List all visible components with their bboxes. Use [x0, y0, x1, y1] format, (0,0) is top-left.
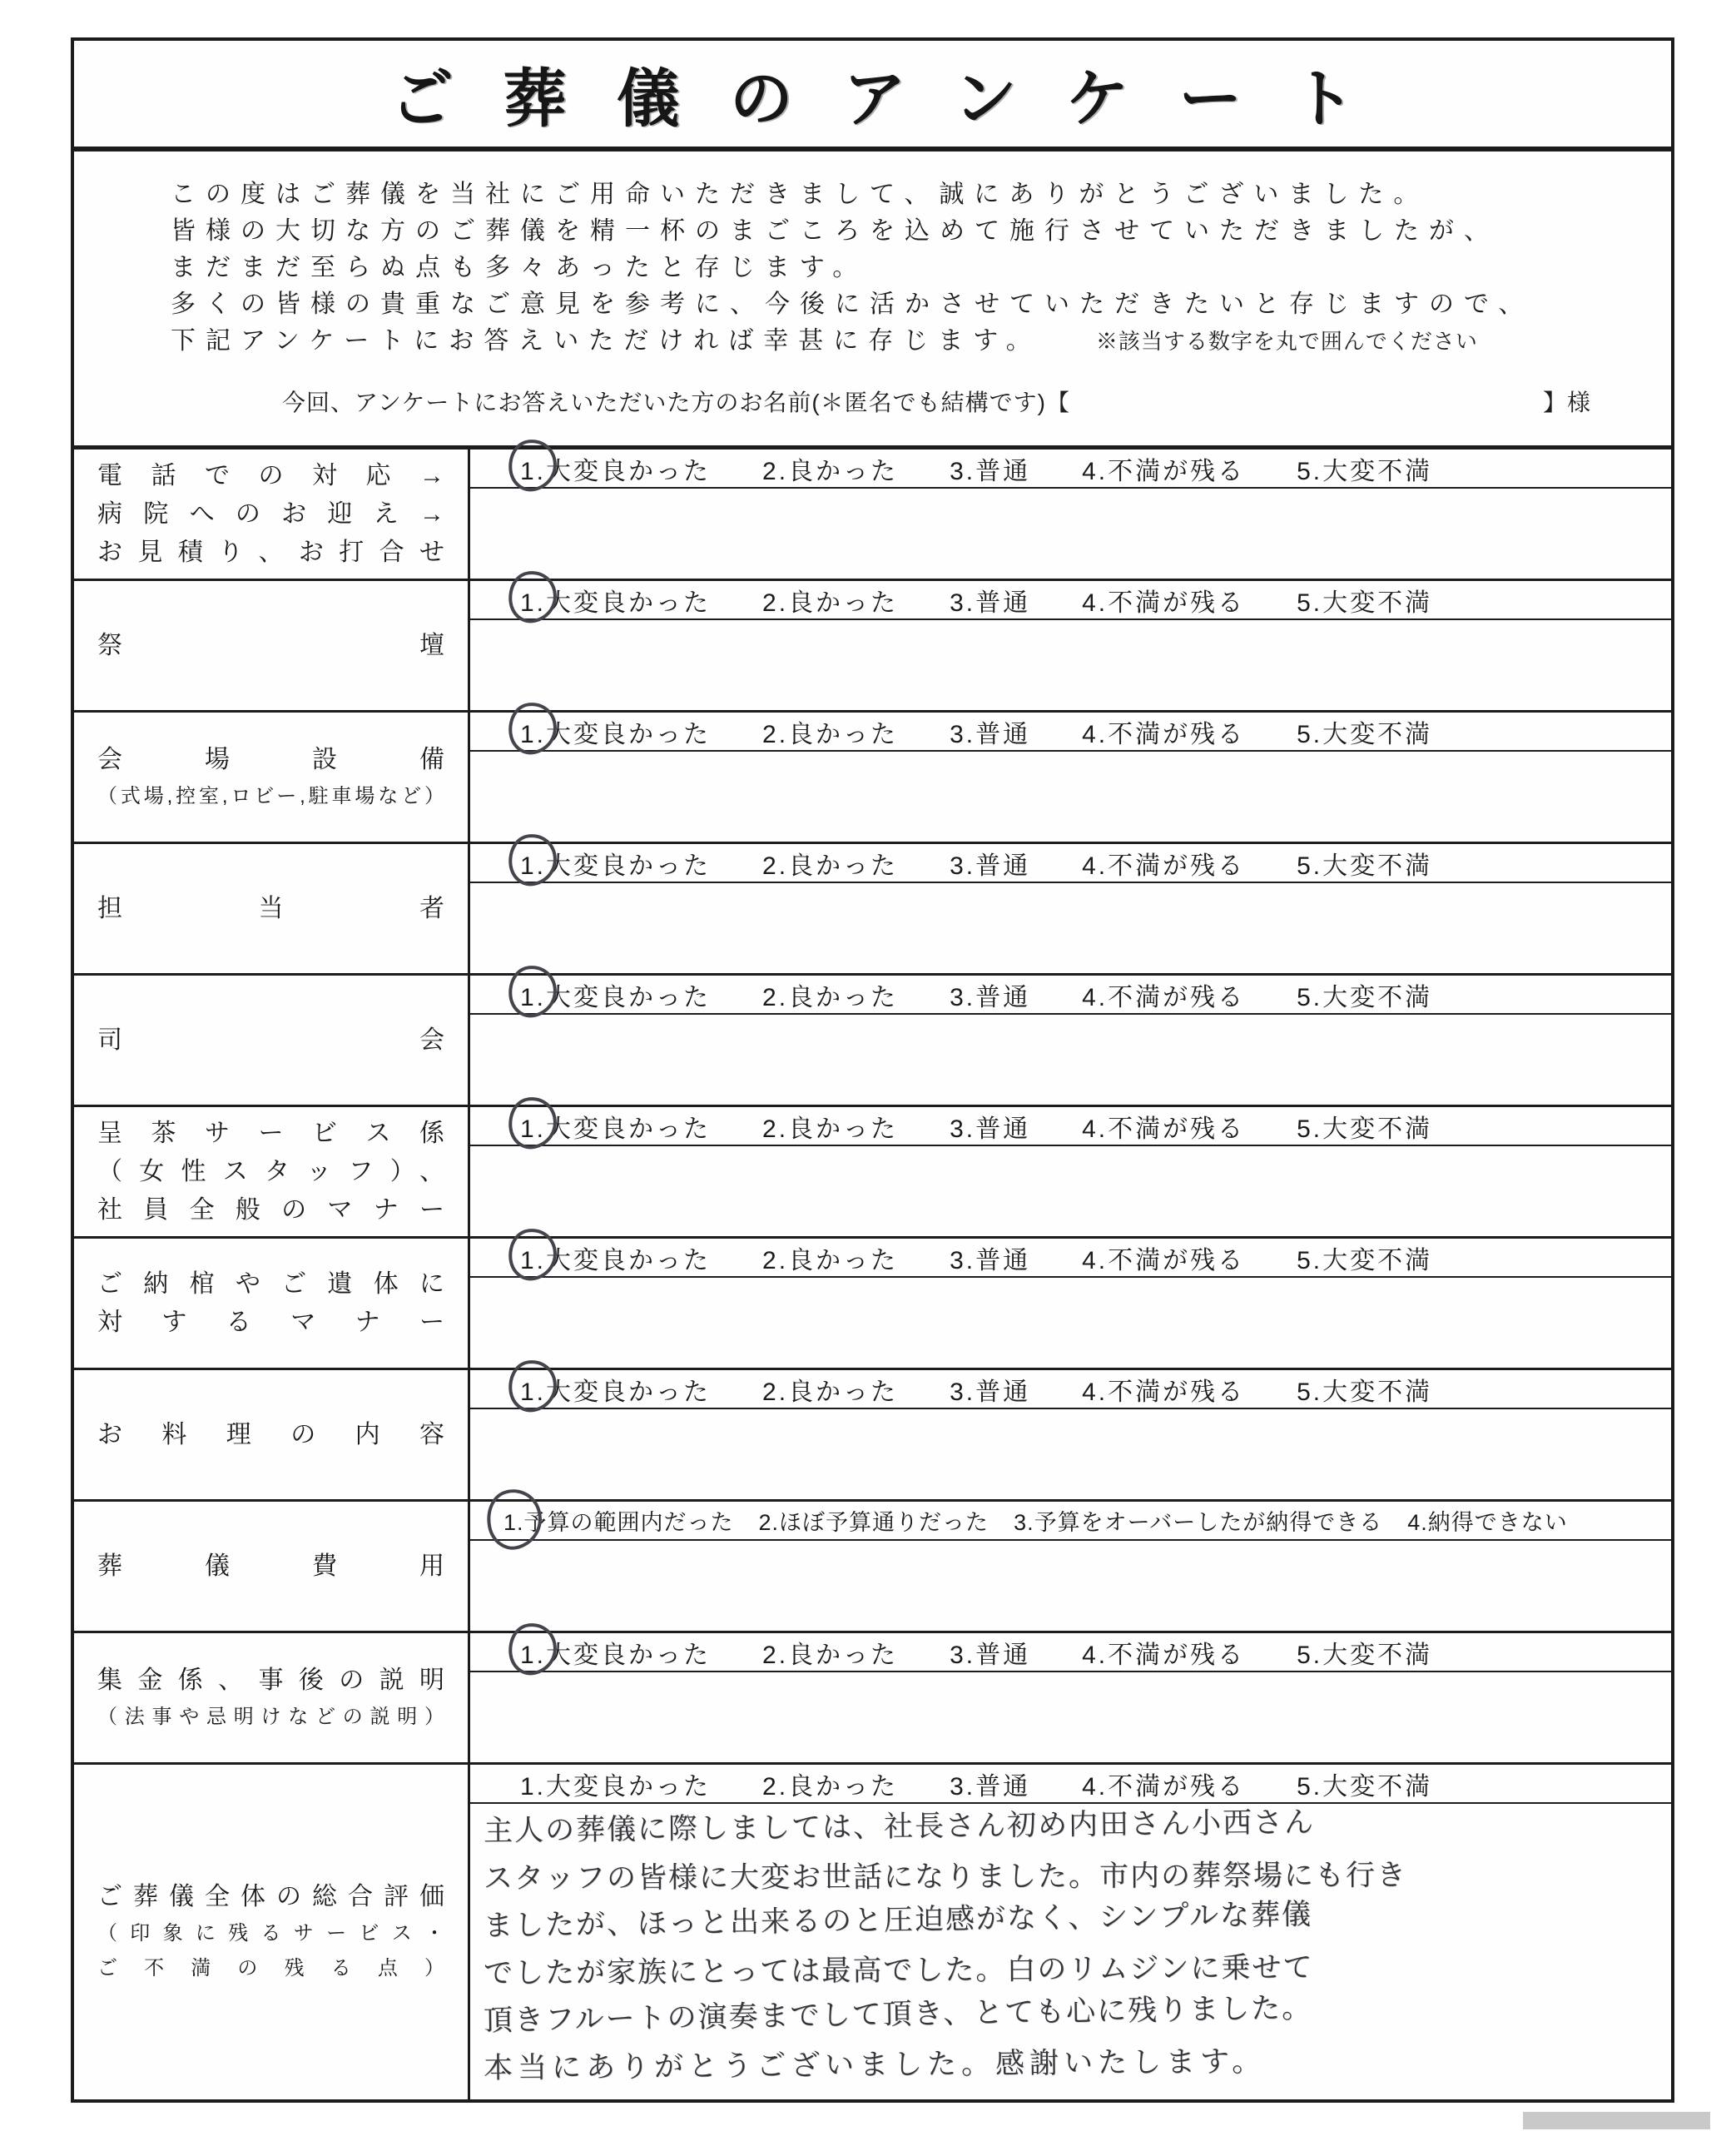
- rating-option-text: 2.良かった: [762, 983, 899, 1011]
- rating-option-text: 4.不満が残る: [1082, 1641, 1246, 1669]
- category-label-cell: [74, 844, 470, 973]
- answer-cell: [470, 1239, 1671, 1368]
- rating-option: [1297, 1108, 1432, 1145]
- comment-area: [470, 1409, 1671, 1499]
- survey-row: [74, 1239, 1671, 1370]
- rating-option-text: 4.不満が残る: [1082, 1772, 1246, 1801]
- rating-option-text: 4.不満が残る: [1082, 589, 1246, 617]
- rating-option: [950, 582, 1030, 618]
- rating-options: [470, 1239, 1671, 1278]
- row-label-line: 担当者: [97, 894, 444, 922]
- category-label-cell: [74, 581, 470, 710]
- row-label-subline: ご不満の残る点）: [97, 1957, 444, 1979]
- intro-section: [74, 152, 1671, 450]
- rating-options: [470, 1107, 1671, 1146]
- rating-option-text: 1.大変良かった: [520, 1115, 712, 1143]
- rating-option: [520, 1108, 711, 1145]
- rating-option-text: 5.大変不満: [1297, 1772, 1433, 1801]
- rating-option: [503, 1504, 734, 1537]
- rating-option: [1297, 582, 1432, 618]
- rating-option-text: 4.不満が残る: [1082, 457, 1246, 485]
- row-label-line: 呈茶サービス係: [97, 1119, 444, 1147]
- rating-option: [520, 976, 711, 1013]
- rating-options: [470, 1370, 1671, 1409]
- rating-option: [1407, 1504, 1568, 1537]
- row-label-line: 会場設備: [97, 745, 444, 773]
- row-label-subline: （印象に残るサービス・: [97, 1922, 444, 1945]
- survey-row: [74, 581, 1671, 713]
- rating-option-text: 5.大変不満: [1297, 457, 1433, 485]
- row-label-line: 電話での対応→: [97, 461, 444, 489]
- survey-row: [74, 1502, 1671, 1633]
- category-label-cell: [74, 1370, 470, 1499]
- rating-option-text: 2.良かった: [762, 1115, 899, 1143]
- category-label-cell: [74, 450, 470, 579]
- comment-area: [470, 1146, 1671, 1236]
- questionnaire-sheet: [71, 37, 1674, 2103]
- rating-option-text: 1.大変良かった: [520, 720, 712, 748]
- category-label-cell: [74, 1633, 470, 1762]
- category-label-cell: [74, 713, 470, 842]
- rating-option: [762, 1371, 898, 1408]
- rating-option-text: 1.大変良かった: [520, 1772, 712, 1801]
- rating-option: [950, 450, 1030, 487]
- survey-row: [74, 450, 1671, 581]
- rating-option: [759, 1504, 990, 1537]
- rating-option: [762, 845, 898, 882]
- comment-area: [470, 883, 1671, 973]
- rating-option-text: 4.不満が残る: [1082, 983, 1246, 1011]
- comment-area: [470, 1804, 1671, 2099]
- intro-line: この度はご葬儀を当社にご用命いただきまして、誠にありがとうございました。: [171, 181, 1429, 208]
- answer-cell: [470, 581, 1671, 710]
- rating-option: [762, 976, 898, 1013]
- rating-option-text: 1.大変良かった: [520, 1246, 712, 1274]
- rating-option-text: 1.大変良かった: [520, 457, 712, 485]
- rating-option: [762, 1239, 898, 1276]
- rating-option: [520, 1634, 711, 1671]
- rating-option: [1297, 1371, 1432, 1408]
- rating-option-text: 3.普通: [950, 1378, 1031, 1406]
- row-label-line: 社員全般のマナー: [97, 1195, 444, 1224]
- row-label-line: 対するマナー: [97, 1308, 444, 1336]
- category-label-cell: [74, 1765, 470, 2099]
- rating-option-text: 5.大変不満: [1297, 589, 1433, 617]
- category-label-cell: [74, 976, 470, 1105]
- rating-option: [1297, 713, 1432, 750]
- rating-options: [470, 713, 1671, 752]
- rating-option: [950, 1108, 1030, 1145]
- rating-option-text: 5.大変不満: [1297, 720, 1433, 748]
- rating-option-text: 1.大変良かった: [520, 1641, 712, 1669]
- rating-option: [1082, 582, 1245, 618]
- answer-cell: [470, 976, 1671, 1105]
- rating-option: [762, 450, 898, 487]
- intro-line-text: 下記アンケートにお答えいただければ幸甚に存じます。: [171, 327, 1041, 355]
- comment-area: [470, 752, 1671, 842]
- handwritten-comment-line: 頂きフルートの演奏までして頂き、とても心に残りました。: [483, 1991, 1313, 2037]
- handwritten-comment-line: スタッフの皆様に大変お世話になりました。市内の葬祭場にも行き: [483, 1859, 1408, 1895]
- rating-option-text: 5.大変不満: [1297, 983, 1433, 1011]
- rating-option: [520, 582, 711, 618]
- rating-option: [520, 1371, 711, 1408]
- row-label-line: ご葬儀全体の総合評価: [97, 1883, 444, 1910]
- page-title: ご葬儀のアンケート: [389, 64, 1406, 135]
- rating-option-text: 1.大変良かった: [520, 1378, 712, 1406]
- name-line: [171, 385, 1629, 418]
- rating-option-text: 2.良かった: [762, 1641, 899, 1669]
- rating-option: [1297, 845, 1432, 882]
- rating-option-text: 3.普通: [950, 720, 1031, 748]
- rating-option: [1297, 1239, 1432, 1276]
- rating-option-text: 5.大変不満: [1297, 852, 1433, 880]
- rating-option: [950, 1371, 1030, 1408]
- intro-line: 多くの皆様の貴重なご意見を参考に、今後に活かさせていただきたいと存じますので、: [171, 291, 1534, 318]
- survey-row: [74, 713, 1671, 844]
- rating-option: [520, 1239, 711, 1276]
- rating-option: [520, 845, 711, 882]
- rating-option-text: 3.普通: [950, 1772, 1031, 1801]
- category-label-cell: [74, 1107, 470, 1236]
- rating-option-text: 1.大変良かった: [520, 983, 712, 1011]
- rating-options: [470, 1502, 1671, 1541]
- rating-option-text: 5.大変不満: [1297, 1378, 1433, 1406]
- comment-area: [470, 1278, 1671, 1368]
- rating-option-text: 4.不満が残る: [1082, 1378, 1246, 1406]
- answer-cell: [470, 713, 1671, 842]
- rating-option: [1014, 1504, 1382, 1537]
- comment-area: [470, 1672, 1671, 1762]
- rating-option-text: 2.ほぼ予算通りだった: [758, 1510, 990, 1535]
- handwritten-comment-line: 本当にありがとうございました。感謝いたします。: [483, 2044, 1267, 2084]
- rating-option: [950, 845, 1030, 882]
- rating-option: [1297, 450, 1432, 487]
- answer-cell: [470, 844, 1671, 973]
- rating-option-text: 1.大変良かった: [520, 589, 712, 617]
- row-label-line: 病院へのお迎え→: [97, 499, 444, 528]
- name-suffix: 】様: [1542, 390, 1591, 415]
- answer-cell: [470, 450, 1671, 579]
- rating-option: [1082, 1634, 1245, 1671]
- answer-cell: [470, 1633, 1671, 1762]
- rating-option: [520, 450, 711, 487]
- row-label-line: 司会: [97, 1026, 444, 1054]
- handwritten-comment-line: ましたが、ほっと出来るのと圧迫感がなく、シンプルな葬儀: [483, 1898, 1313, 1942]
- rating-option-text: 3.予算をオーバーしたが納得できる: [1014, 1510, 1383, 1535]
- row-label-line: （女性スタッフ）、: [97, 1157, 444, 1185]
- rating-option: [1082, 1108, 1245, 1145]
- rating-option-text: 2.良かった: [762, 589, 899, 617]
- rating-option-text: 3.普通: [950, 1641, 1031, 1669]
- row-label-line: お料理の内容: [97, 1420, 444, 1448]
- rating-option: [950, 1766, 1030, 1802]
- rating-option: [950, 976, 1030, 1013]
- intro-line: [171, 323, 1629, 360]
- row-label-line: 葬儀費用: [97, 1552, 444, 1580]
- rating-option: [762, 1108, 898, 1145]
- category-label-cell: [74, 1239, 470, 1368]
- answer-cell: [470, 1765, 1671, 2099]
- rating-option: [1297, 1634, 1432, 1671]
- rating-option-text: 4.不満が残る: [1082, 1115, 1246, 1143]
- rating-option-text: 3.普通: [950, 1115, 1031, 1143]
- rating-option: [1297, 976, 1432, 1013]
- rating-option: [762, 582, 898, 618]
- survey-table: [74, 450, 1671, 2099]
- rating-option-text: 3.普通: [950, 457, 1031, 485]
- category-label-cell: [74, 1502, 470, 1631]
- survey-row: [74, 844, 1671, 976]
- rating-options: [470, 450, 1671, 489]
- title-box: [74, 41, 1671, 152]
- row-label-subline: （法事や忌明けなどの説明）: [97, 1705, 444, 1728]
- rating-option: [762, 713, 898, 750]
- rating-option-text: 2.良かった: [762, 1246, 899, 1274]
- intro-line: 皆様の大切な方のご葬儀を精一杯のまごころを込めて施行させていただきましたが、: [171, 217, 1499, 245]
- rating-option: [762, 1634, 898, 1671]
- scan-artifact: [1523, 2112, 1710, 2129]
- rating-options: [470, 581, 1671, 620]
- rating-option-text: 2.良かった: [762, 720, 899, 748]
- rating-option: [762, 1766, 898, 1802]
- rating-option-text: 5.大変不満: [1297, 1115, 1433, 1143]
- rating-options: [470, 976, 1671, 1015]
- comment-area: [470, 1541, 1671, 1631]
- name-prompt: 今回、アンケートにお答えいただいた方のお名前(＊匿名でも結構です)【: [282, 390, 1070, 415]
- rating-option-text: 3.普通: [950, 1246, 1031, 1274]
- rating-option: [520, 713, 711, 750]
- rating-option: [950, 713, 1030, 750]
- rating-option: [1082, 1239, 1245, 1276]
- row-label-line: ご納棺やご遺体に: [97, 1269, 444, 1298]
- rating-option: [950, 1239, 1030, 1276]
- rating-option-text: 4.納得できない: [1407, 1510, 1568, 1535]
- rating-option: [1082, 450, 1245, 487]
- survey-row: [74, 1370, 1671, 1502]
- rating-option: [1082, 713, 1245, 750]
- answer-cell: [470, 1107, 1671, 1236]
- rating-option: [520, 1766, 711, 1802]
- row-label-line: お見積り、お打合せ: [97, 538, 444, 566]
- rating-option-text: 5.大変不満: [1297, 1246, 1433, 1274]
- row-label-line: 祭壇: [97, 631, 444, 659]
- rating-option-text: 1.予算の範囲内だった: [503, 1510, 734, 1535]
- survey-row: [74, 976, 1671, 1107]
- handwritten-comment-line: でしたが家族にとっては最高でした。白のリムジンに乗せて: [483, 1951, 1314, 1989]
- rating-option: [950, 1634, 1030, 1671]
- rating-option: [1082, 1371, 1245, 1408]
- rating-options: [470, 844, 1671, 883]
- rating-option-text: 3.普通: [950, 852, 1031, 880]
- rating-option: [1082, 1766, 1245, 1802]
- intro-line: まだまだ至らぬ点も多々あったと存じます。: [171, 254, 868, 281]
- survey-row: [74, 1107, 1671, 1239]
- rating-option-text: 2.良かった: [762, 1378, 899, 1406]
- rating-option-text: 1.大変良かった: [520, 852, 712, 880]
- rating-option-text: 2.良かった: [762, 1772, 899, 1801]
- rating-option: [1297, 1766, 1432, 1802]
- answer-cell: [470, 1502, 1671, 1631]
- rating-option: [1082, 845, 1245, 882]
- row-label-line: 集金係、事後の説明: [97, 1666, 444, 1694]
- row-label-subline: （式場,控室,ロビー,駐車場など）: [97, 784, 444, 807]
- rating-options: [470, 1633, 1671, 1672]
- rating-option-text: 2.良かった: [762, 457, 899, 485]
- answer-cell: [470, 1370, 1671, 1499]
- rating-option: [1082, 976, 1245, 1013]
- rating-option-text: 4.不満が残る: [1082, 852, 1246, 880]
- survey-row: [74, 1633, 1671, 1765]
- comment-area: [470, 489, 1671, 579]
- comment-area: [470, 1015, 1671, 1105]
- survey-row: [74, 1765, 1671, 2099]
- rating-option-text: 3.普通: [950, 983, 1031, 1011]
- rating-option-text: 5.大変不満: [1297, 1641, 1433, 1669]
- comment-area: [470, 620, 1671, 710]
- rating-option-text: 4.不満が残る: [1082, 720, 1246, 748]
- rating-option-text: 4.不満が残る: [1082, 1246, 1246, 1274]
- handwritten-comment-line: 主人の葬儀に際しましては、社長さん初め内田さん小西さん: [483, 1806, 1316, 1847]
- circle-instruction-note: ※該当する数字を丸で囲んでください: [1095, 329, 1478, 354]
- rating-option-text: 2.良かった: [762, 852, 899, 880]
- rating-option-text: 3.普通: [950, 589, 1031, 617]
